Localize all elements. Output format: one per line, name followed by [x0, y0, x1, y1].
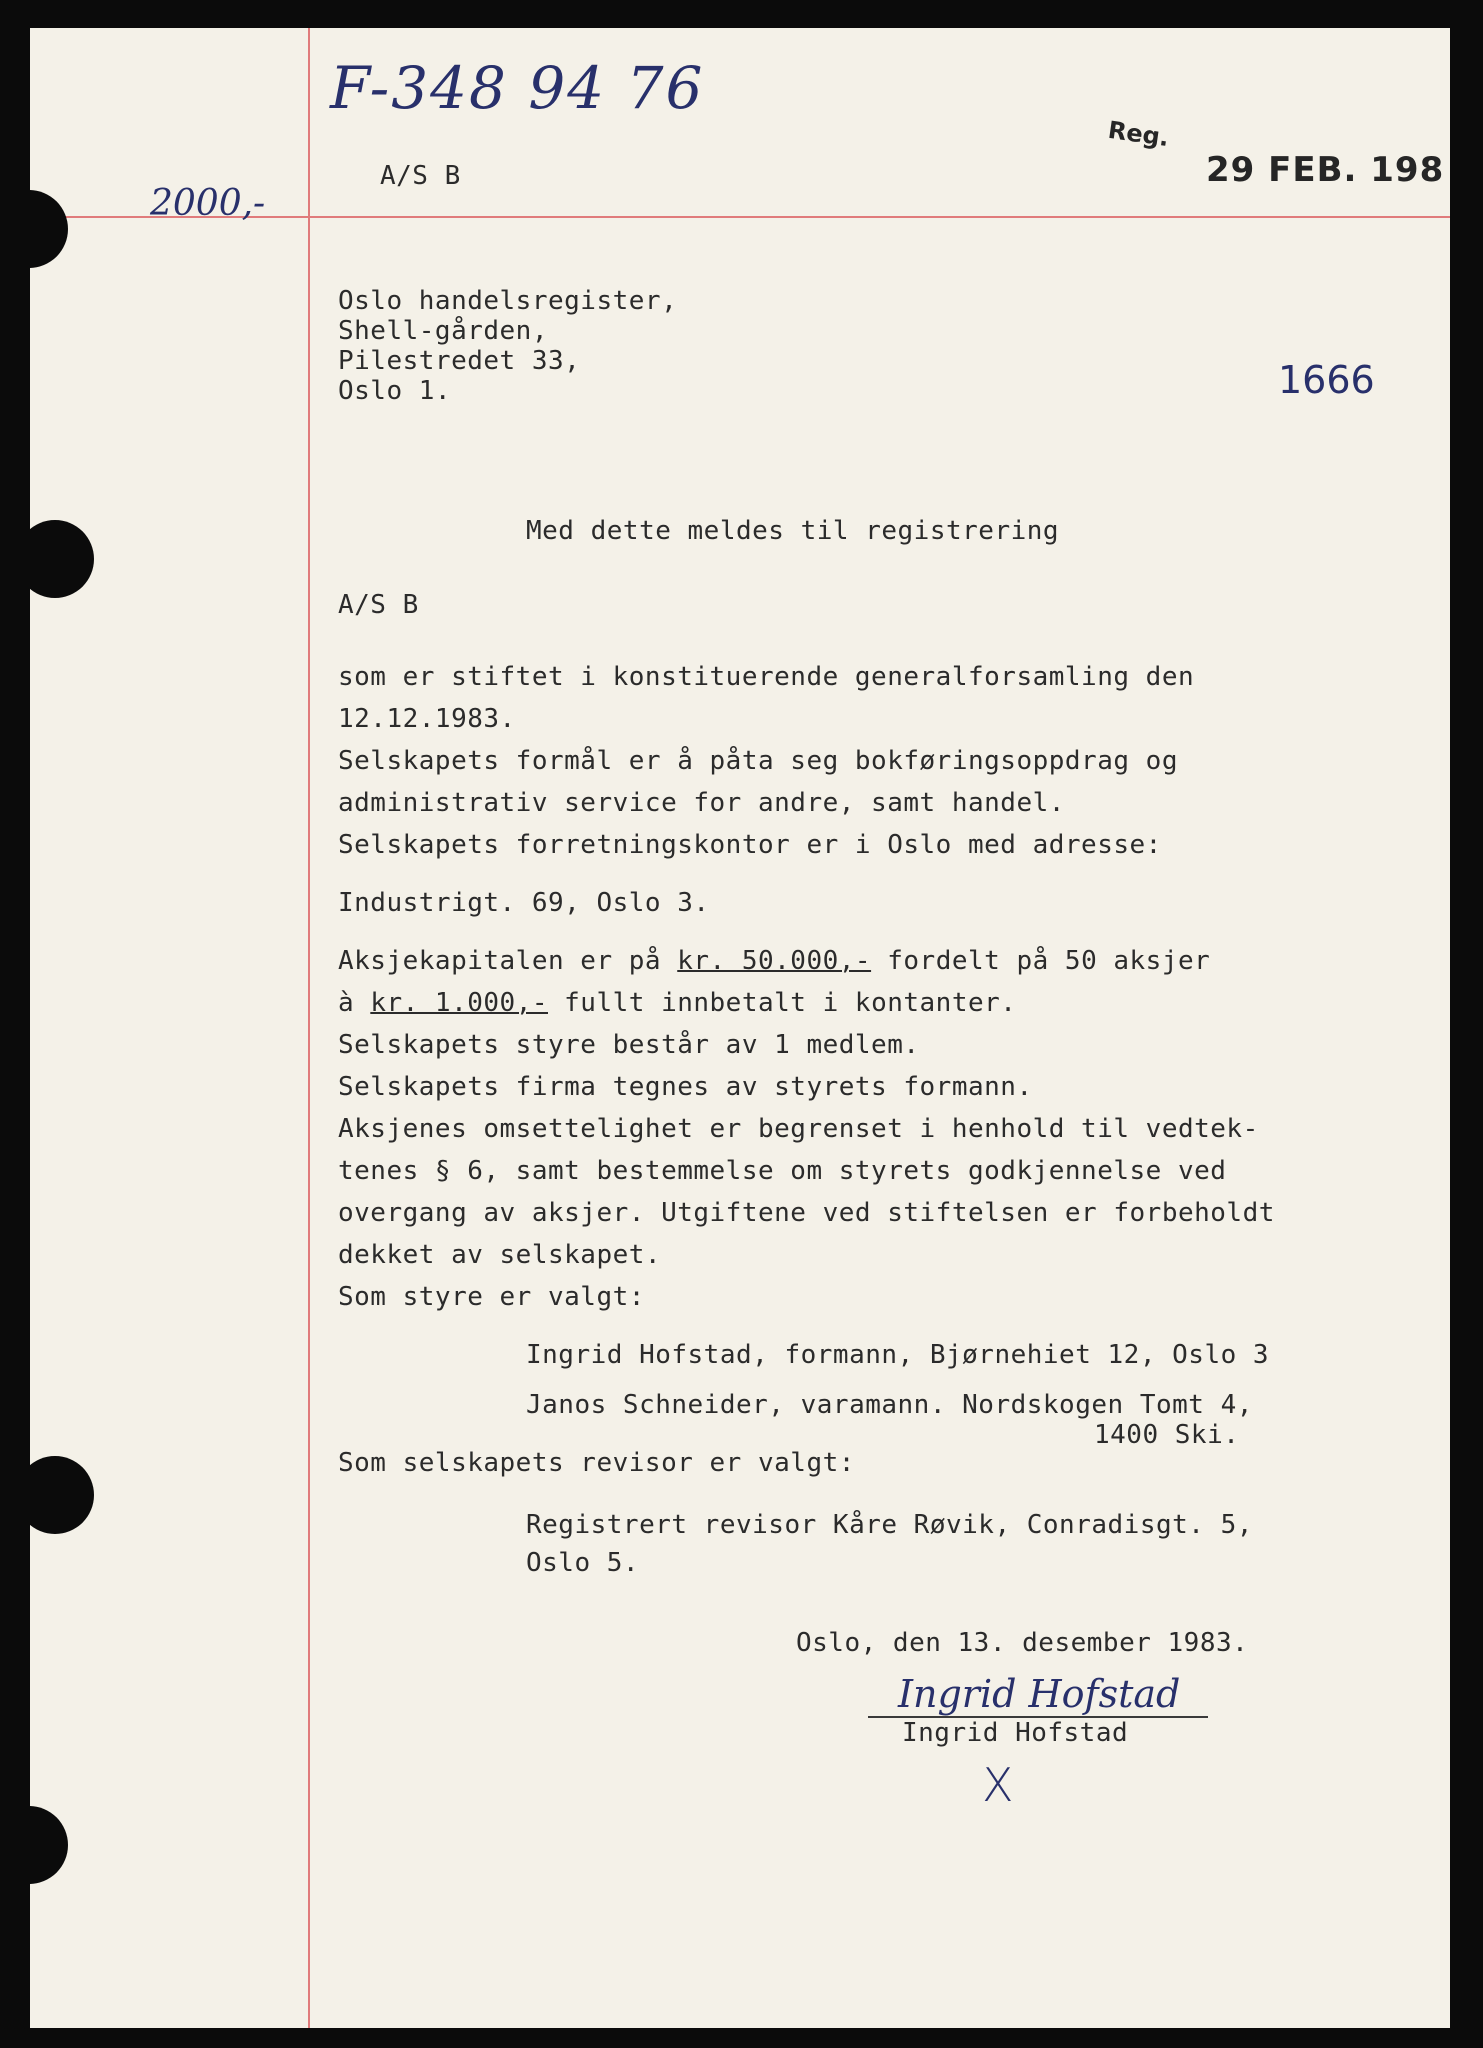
address-line-2: Shell-gården,: [338, 316, 548, 346]
auditor-line-2: Oslo 5.: [526, 1548, 640, 1578]
share-value-text: à: [338, 988, 371, 1018]
margin-rule: [308, 28, 310, 2028]
stamp-date: 29 FEB. 198: [1206, 150, 1445, 190]
body-company: A/S B: [338, 590, 419, 620]
bleed-through-text: [750, 160, 757, 185]
body-line: Selskapets forretningskontor er i Oslo med adresse:: [338, 830, 1162, 860]
board-member-1: Ingrid Hofstad, formann, Bjørnehiet 12, Oslo 3: [526, 1340, 1270, 1370]
punch-hole-upper: [30, 520, 94, 598]
body-line: tenes § 6, samt bestemmelse om styrets godkjennelse ved: [338, 1156, 1227, 1186]
handwritten-doc-number: 1666: [1278, 358, 1375, 402]
letter-heading: Med dette meldes til registrering: [526, 516, 1060, 546]
share-value-line: [338, 988, 1016, 1018]
body-line: Som selskapets revisor er valgt:: [338, 1448, 855, 1478]
date-line: Oslo, den 13. desember 1983.: [796, 1628, 1249, 1658]
handwritten-mark: X: [982, 1758, 1014, 1812]
handwritten-file-number: F-348 94 76: [330, 54, 705, 122]
punch-hole-bottom: [30, 1806, 68, 1884]
body-line: Selskapets styre består av 1 medlem.: [338, 1030, 920, 1060]
share-capital-text: Aksjekapitalen er på: [338, 946, 678, 976]
share-capital-amount: kr. 50.000,-: [677, 946, 872, 976]
address-line-1: Oslo handelsregister,: [338, 286, 678, 316]
body-line: 12.12.1983.: [338, 704, 516, 734]
address-line-4: Oslo 1.: [338, 376, 452, 406]
body-line: Selskapets formål er å påta seg bokføringsoppdrag og: [338, 746, 1178, 776]
body-line: administrativ service for andre, samt handel.: [338, 788, 1065, 818]
handwritten-fee: 2000,-: [150, 183, 266, 224]
signer-name: Ingrid Hofstad: [902, 1718, 1129, 1748]
stamp-label: Reg.: [1106, 115, 1171, 153]
board-member-2-city: 1400 Ski.: [1094, 1420, 1240, 1450]
body-line: Industrigt. 69, Oslo 3.: [338, 888, 710, 918]
auditor-line-1: Registrert revisor Kåre Røvik, Conradisgt. 5,: [526, 1510, 1253, 1540]
body-line: overgang av aksjer. Utgiftene ved stiftelsen er forbeholdt: [338, 1198, 1275, 1228]
address-line-3: Pilestredet 33,: [338, 346, 581, 376]
body-line: Aksjenes omsettelighet er begrenset i henhold til vedtek-: [338, 1114, 1259, 1144]
board-member-2: Janos Schneider, varamann. Nordskogen Tomt 4,: [526, 1390, 1253, 1420]
body-line: Selskapets firma tegnes av styrets formann.: [338, 1072, 1033, 1102]
header-company: A/S B: [380, 161, 461, 191]
body-line: Som styre er valgt:: [338, 1282, 645, 1312]
punch-hole-top: [30, 190, 68, 268]
body-line: som er stiftet i konstituerende generalforsamling den: [338, 662, 1195, 692]
share-value-amount: kr. 1.000,-: [370, 988, 548, 1018]
punch-hole-lower: [30, 1456, 94, 1534]
handwritten-signature: Ingrid Hofstad: [898, 1672, 1181, 1716]
share-capital-text: fordelt på 50 aksjer: [871, 946, 1211, 976]
share-value-text: fullt innbetalt i kontanter.: [548, 988, 1017, 1018]
document-page: [30, 28, 1450, 2028]
share-capital-line: [338, 946, 1210, 976]
body-line: dekket av selskapet.: [338, 1240, 662, 1270]
